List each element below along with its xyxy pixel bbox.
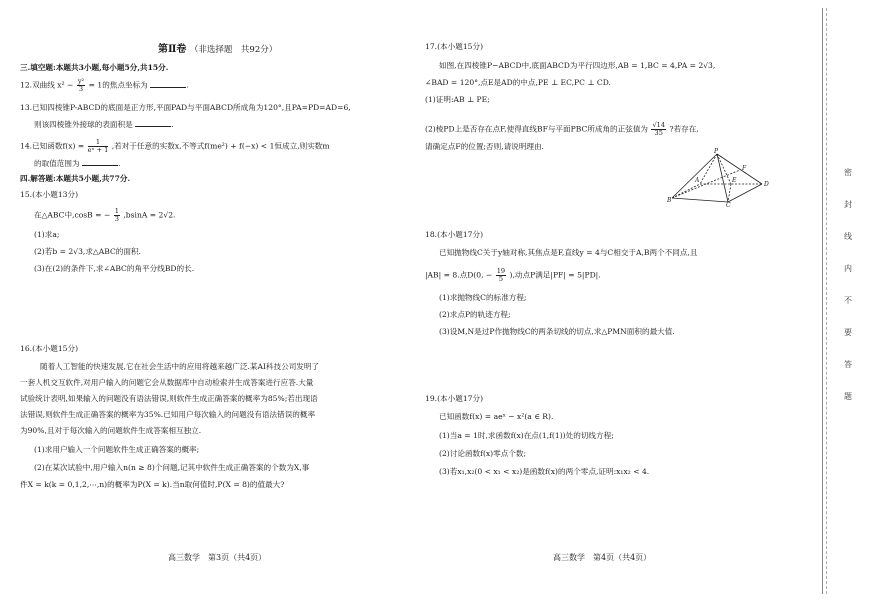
q17-title: 17.(本小题15分) (425, 42, 484, 51)
label-D: D (764, 181, 769, 188)
q17-den: 35 (654, 129, 663, 137)
q15-fraction (114, 208, 120, 223)
q17-line-2: ∠BAD = 120°,点E是AD的中点,PE ⊥ EC,PC ⊥ CD. (425, 78, 611, 87)
q19-part-1: (1)当a = 1时,求函数f(x)在点(1,f(1))处的切线方程; (439, 431, 614, 440)
q17-num: √14 (652, 121, 666, 129)
q17-fraction (651, 122, 666, 137)
q15-part-1: (1)求a; (34, 230, 60, 239)
seal-char: 密 (844, 168, 852, 177)
q12-num: y² (77, 77, 85, 85)
edge-EC (728, 184, 731, 202)
label-B: B (667, 197, 672, 204)
q17-part-2 (425, 122, 699, 137)
part-subtitle: （非选择题 共92分） (189, 45, 278, 55)
q15-part-3: (3)在(2)的条件下,求∠ABC的角平分线BD的长. (34, 264, 195, 273)
label-C: C (726, 202, 731, 209)
q16-line-2: 一套人机交互软件,对用户输入的问题它会从数据库中自动检索并生成答案进行应答.大量 (20, 378, 314, 387)
edge-PA (700, 154, 717, 184)
seal-char: 封 (844, 200, 852, 209)
q15-title: 15.(本小题13分) (20, 190, 79, 199)
q14-mid: ,若对于任意的实数x,不等式f(me²) + f(−x) < 1恒成立,则实数m (111, 141, 330, 151)
q16-line-3: 试验统计表明,如果输入的问题没有语法错误,则软件生成正确答案的概率为85%;若出现语 (20, 394, 318, 403)
q18-line-2-pre: |AB| = 8.点D(0, − (425, 270, 493, 280)
section-3-title: 三.填空题:本题共3小题,每小题5分,共15分. (20, 63, 169, 72)
question-12: 12.双曲线 x² − $\frac{\text{y²}}{3}$ = 1的焦点坐标为 . (20, 77, 189, 93)
q17-part-1: (1)证明:AB ⊥ PE; (425, 95, 490, 104)
edge-BC (672, 198, 728, 202)
q16-part-2b: 件X = k(k = 0,1,2,⋯,n)的概率为P(X = k).当n取何值时,P(X = 8)的值最大? (20, 480, 285, 489)
q19-part-2: (2)讨论函数f(x)零点个数; (439, 449, 527, 458)
q17-line-1: 如图,在四棱锥P−ABCD中,底面ABCD为平行四边形,AB = 1,BC = 4,PA = 2√3, (439, 61, 716, 70)
seal-notice (842, 168, 854, 424)
q18-part-3: (3)设M,N是过P作抛物线C的两条切线的切点,求△PMN面积的最大值. (439, 327, 675, 336)
q18-line-2-post: ),动点P满足|PF| = 5|PD|. (509, 270, 601, 280)
answer-blank (135, 119, 171, 127)
q18-part-1: (1)求抛物线C的标准方程; (439, 293, 527, 302)
q18-title: 18.(本小题17分) (425, 230, 484, 239)
q14-line-2-text: 的取值范围为 (34, 159, 80, 168)
section-4-title: 四.解答题:本题共5小题,共77分. (20, 174, 131, 183)
q15-part-2: (2)若b = 2√3,求△ABC的面积. (34, 247, 141, 256)
q16-title: 16.(本小题15分) (20, 344, 79, 353)
q19-title: 19.(本小题17分) (425, 394, 484, 403)
question-14 (20, 139, 330, 154)
seal-char: 线 (844, 232, 852, 241)
binding-margin (812, 0, 870, 602)
q14-den: eˣ + 1 (87, 146, 109, 154)
pyramid-figure (667, 148, 770, 209)
question-13-line-1: 13.已知四棱锥P-ABCD的底面是正方形,平面PAD与平面ABCD所成角为120°,且PA=PD=AD=6, (20, 103, 351, 112)
q14-pre: 14.已知函数f(x) = (20, 141, 85, 151)
edge-PC (717, 154, 728, 202)
page-3-footer: 高三数学 第3页（共4页） (168, 553, 267, 562)
q18-line-2 (425, 268, 601, 283)
part-title: 第Ⅱ卷 (158, 44, 187, 55)
seal-char: 题 (844, 392, 852, 401)
answer-blank (150, 80, 186, 88)
q18-num: 19 (496, 267, 506, 275)
q15-num: 1 (114, 207, 119, 215)
q18-den: 5 (498, 275, 504, 283)
q16-line-1: 随着人工智能的快速发展,它在社会生活中的应用将越来越广泛.某AI科技公司发明了 (40, 362, 320, 371)
q17-part-2-line-2: 请确定点F的位置;否则,请说明理由. (425, 142, 544, 151)
q15-stem-pre: 在△ABC中,cosB = − (34, 210, 111, 220)
q16-line-4: 法错误,则软件生成正确答案的概率为35%.已知用户每次输入的问题没有语法错误的概率 (20, 410, 316, 419)
q15-stem (34, 208, 175, 223)
q18-part-2: (2)求点P的轨迹方程; (439, 310, 511, 319)
label-A: A (695, 177, 700, 184)
q19-part-3: (3)若x₁,x₂(0 < x₁ < x₂)是函数f(x)的两个零点,证明:x₁x₂ < 4. (439, 467, 650, 476)
q17-part-2-post: ?若存在, (669, 124, 699, 134)
seal-char: 内 (844, 264, 852, 273)
q12-fraction (77, 78, 85, 93)
label-P: P (714, 148, 719, 155)
q16-line-5: 为90%,且对于每次输入的问题软件生成答案相互独立. (20, 426, 202, 435)
q14-num: 1 (88, 139, 109, 147)
seal-char: 要 (844, 328, 852, 337)
part-heading (158, 45, 277, 55)
seal-char: 答 (844, 360, 852, 369)
q12-den: 3 (78, 85, 84, 93)
q12-formula: x² − (57, 80, 74, 90)
q17-part-2-pre: (2)棱PD上是否存在点F,使得直线BF与平面PBC所成角的正弦值为 (425, 124, 649, 134)
binding-line (822, 8, 823, 594)
page-4-footer: 高三数学 第4页（共4页） (553, 553, 652, 562)
question-13-line-2: 则该四棱锥外接球的表面积是 . (34, 120, 174, 129)
q12-post: = 1的焦点坐标为 (88, 80, 148, 90)
q18-line-1: 已知抛物线C关于y轴对称,其焦点是F,直线y = 4与C相交于A,B两个不同点,且 (439, 248, 698, 257)
binding-dashed-line (826, 8, 827, 594)
q16-part-1: (1)求用户输入一个问题软件生成正确答案的概率; (34, 445, 200, 454)
q14-fraction (88, 139, 109, 154)
q16-part-2a: (2)在某次试验中,用户输入n(n ≥ 8)个问题,记其中软件生成正确答案的个数为X,事 (34, 463, 310, 472)
label-F: F (742, 165, 747, 172)
edge-PB (672, 154, 717, 198)
q12-pre: 12.双曲线 (20, 80, 55, 90)
question-14-line-2: 的取值范围为 . (34, 159, 121, 168)
q15-den: 3 (114, 215, 119, 223)
seal-char: 不 (844, 296, 852, 305)
q18-fraction (496, 268, 506, 283)
edge-PD (717, 154, 762, 184)
answer-blank (82, 158, 118, 166)
q15-stem-post: ,bsinA = 2√2. (123, 210, 176, 220)
label-E: E (732, 177, 737, 184)
q19-stem: 已知函数f(x) = aeˣ − x²(a ∈ R). (439, 412, 554, 421)
edge-CD (728, 184, 762, 202)
q13-line-2-text: 则该四棱锥外接球的表面积是 (34, 120, 133, 129)
